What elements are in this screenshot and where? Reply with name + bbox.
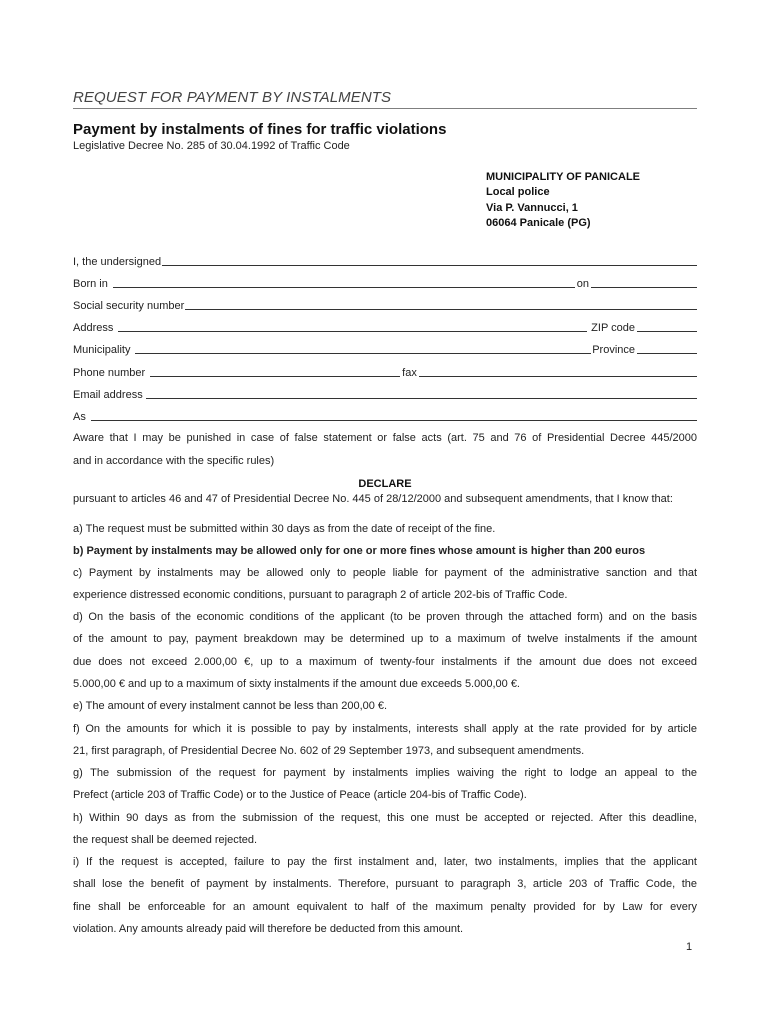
field-birth (73, 276, 697, 290)
municipality-blank[interactable] (135, 343, 591, 354)
item-g: g) The submission of the request for payment by instalments implies waiving the right to lodge an appeal to the (73, 767, 697, 779)
email-blank[interactable] (146, 388, 697, 399)
recipient-line: MUNICIPALITY OF PANICALE (486, 171, 640, 183)
province-blank[interactable] (637, 343, 697, 354)
field-label: Municipality (73, 344, 131, 356)
field-label: on (576, 278, 589, 290)
item-i-cont: shall lose the benefit of payment by instalments. Therefore, pursuant to paragraph 3, article 203 of Traffic Code, the (73, 878, 697, 890)
field-label: fax (402, 367, 417, 379)
item-i-cont: fine shall be enforceable for an amount equivalent to half of the maximum penalty provided for by Law for every (73, 901, 697, 913)
item-d-cont: 5.000,00 € and up to a maximum of sixty instalments if the amount due exceeds 5.000,00 €. (73, 678, 520, 690)
declare-heading: DECLARE (358, 478, 412, 490)
item-b: b) Payment by instalments may be allowed only for one or more fines whose amount is higher than 200 euros (73, 545, 646, 557)
item-g-cont: Prefect (article 203 of Traffic Code) or to the Justice of Peace (article 204-bis of Traffic Code). (73, 789, 527, 801)
birthdate-blank[interactable] (591, 277, 697, 288)
zip-blank[interactable] (637, 321, 697, 332)
field-address (73, 320, 697, 334)
field-undersigned (73, 254, 697, 268)
item-i: i) If the request is accepted, failure to pay the first instalment and, later, two instalments, implies that the applicant (73, 856, 697, 868)
running-title: REQUEST FOR PAYMENT BY INSTALMENTS (73, 89, 697, 109)
item-i-cont: violation. Any amounts already paid will therefore be deducted from this amount. (73, 923, 464, 935)
item-h-cont: the request shall be deemed rejected. (73, 834, 258, 846)
aware-statement: Aware that I may be punished in case of false statement or false acts (art. 75 and 76 of Presidential Decree 445/2000 (73, 432, 697, 444)
recipient-line: 06064 Panicale (PG) (486, 216, 591, 229)
field-label: ZIP code (591, 322, 635, 334)
item-f: f) On the amounts for which it is possible to pay by instalments, interests shall apply at the rate provided for by article (73, 723, 697, 735)
item-d-cont: of the amount to pay, payment breakdown may be determined up to a maximum of twelve instalments if the amount (73, 633, 697, 645)
item-c-cont: experience distressed economic conditions, pursuant to paragraph 2 of article 202-bis of Traffic Code. (73, 589, 568, 601)
field-label: I, the undersigned (73, 256, 162, 268)
aware-statement-cont: and in accordance with the specific rules) (73, 455, 275, 467)
field-label: Social security number (73, 300, 185, 312)
undersigned-blank[interactable] (162, 255, 697, 266)
item-h: h) Within 90 days as from the submission of the request, this one must be accepted or rejected. After this deadline, (73, 812, 697, 824)
as-blank[interactable] (91, 410, 697, 421)
field-label: Phone number (73, 367, 146, 379)
birthplace-blank[interactable] (113, 277, 575, 288)
field-email (73, 387, 697, 401)
item-d-cont: due does not exceed 2.000,00 €, up to a maximum of twenty-four instalments if the amount due does not exceed (73, 656, 697, 668)
field-ssn (73, 298, 697, 312)
field-label: Born in (73, 278, 108, 290)
item-f-cont: 21, first paragraph, of Presidential Decree No. 602 of 29 September 1973, and subsequent amendments. (73, 745, 585, 757)
recipient-line: Local police (486, 186, 550, 199)
document-subtitle: Legislative Decree No. 285 of 30.04.1992 of Traffic Code (73, 140, 350, 152)
field-as (73, 409, 697, 423)
field-phone (73, 365, 697, 379)
field-label: Province (592, 344, 635, 356)
pursuant-statement: pursuant to articles 46 and 47 of Presidential Decree No. 445 of 28/12/2000 and subsequent amendments, that I know that: (73, 493, 673, 505)
item-c: c) Payment by instalments may be allowed only to people liable for payment of the administrative sanction and that (73, 567, 697, 579)
recipient-address (486, 170, 640, 231)
field-municipality (73, 342, 697, 356)
address-blank[interactable] (118, 321, 587, 332)
item-d: d) On the basis of the economic conditions of the applicant (to be proven through the attached form) and on the basis (73, 611, 697, 623)
field-label: Email address (73, 389, 143, 401)
field-label: As (73, 411, 86, 423)
field-label: Address (73, 322, 114, 334)
phone-blank[interactable] (150, 366, 400, 377)
item-a: a) The request must be submitted within 30 days as from the date of receipt of the fine. (73, 523, 496, 535)
document-title: Payment by instalments of fines for traffic violations (73, 121, 447, 138)
recipient-line: Via P. Vannucci, 1 (486, 201, 578, 214)
fax-blank[interactable] (419, 366, 697, 377)
item-e: e) The amount of every instalment cannot be less than 200,00 €. (73, 700, 388, 712)
page-number: 1 (686, 941, 693, 953)
ssn-blank[interactable] (185, 299, 697, 310)
